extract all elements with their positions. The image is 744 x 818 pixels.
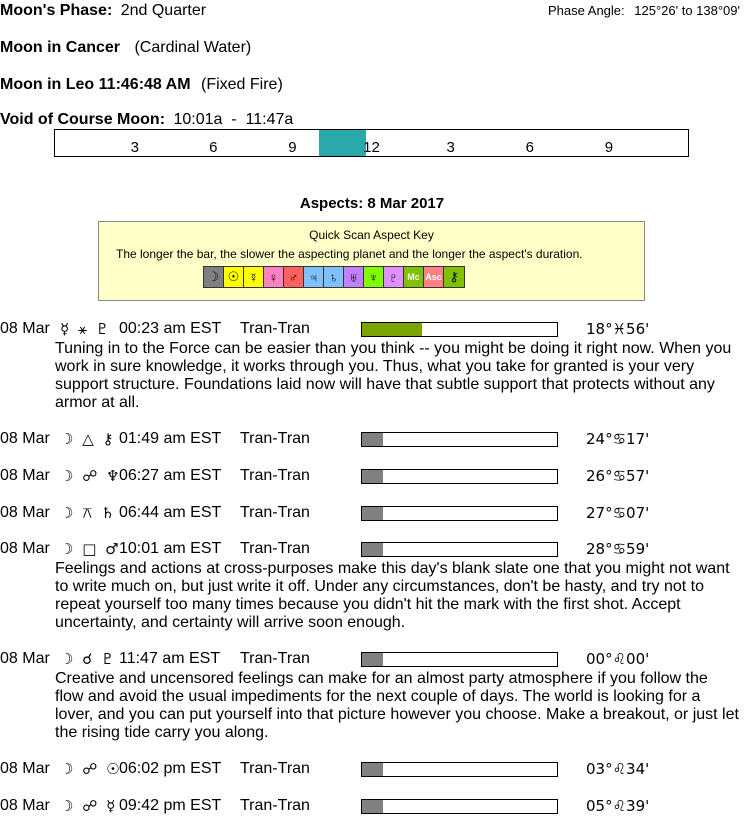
aspect-glyphs: ☽ □ ♂ xyxy=(60,540,121,558)
timeline-tick: 9 xyxy=(604,139,614,156)
jupiter-icon: ♃ xyxy=(304,267,324,287)
void-of-course-line xyxy=(0,111,293,129)
aspect-date: 08 Mar xyxy=(0,797,50,814)
moon-icon: ☽ xyxy=(204,267,224,287)
mercury-icon: ☿ xyxy=(244,267,264,287)
aspect-time: 10:01 am EST xyxy=(119,540,222,557)
aspect-glyphs: ☿ ⚹ ♇ xyxy=(60,320,112,338)
timeline-tick: 6 xyxy=(525,139,534,156)
chiron-icon: ⚷ xyxy=(444,267,464,287)
pluto-icon: ♇ xyxy=(384,267,404,287)
aspect-type: Tran-Tran xyxy=(240,467,310,484)
aspect-glyphs: ☽ ⚻ ♄ xyxy=(60,504,117,522)
aspect-row xyxy=(0,430,744,450)
sun-icon: ☉ xyxy=(224,267,244,287)
aspect-key-title: Quick Scan Aspect Key xyxy=(309,228,434,242)
aspect-row xyxy=(0,504,744,524)
aspect-type: Tran-Tran xyxy=(240,430,310,447)
aspect-duration-fill xyxy=(362,507,383,520)
timeline-tick: 9 xyxy=(288,139,297,156)
aspect-degree: 00°♌00' xyxy=(586,650,650,668)
aspect-glyphs: ☽ ☌ ♇ xyxy=(60,650,117,668)
moon-phase-line xyxy=(0,2,206,20)
aspect-time: 06:02 pm EST xyxy=(119,760,222,777)
moon-sign-detail: (Cardinal Water) xyxy=(134,39,252,56)
aspect-degree: 03°♌34' xyxy=(586,760,650,778)
aspect-degree: 26°♋57' xyxy=(586,467,650,485)
aspect-time: 11:47 am EST xyxy=(119,650,221,667)
void-of-course-label: Void of Course Moon: xyxy=(0,111,166,128)
neptune-icon: ♆ xyxy=(364,267,384,287)
aspect-glyphs: ☽ △ ⚷ xyxy=(60,430,116,448)
aspect-glyphs: ☽ ☍ ☉ xyxy=(60,760,122,778)
aspect-type: Tran-Tran xyxy=(240,760,310,777)
aspect-duration-bar xyxy=(361,652,558,667)
moon-ingress-label: Moon in Leo 11:46:48 AM xyxy=(0,76,191,93)
ascendant-icon: Asc xyxy=(424,267,444,287)
aspect-degree: 24°♋17' xyxy=(586,430,650,448)
aspect-type: Tran-Tran xyxy=(240,540,310,557)
aspect-type: Tran-Tran xyxy=(240,504,310,521)
aspect-degree: 27°♋07' xyxy=(586,504,650,522)
aspect-duration-bar xyxy=(361,469,558,484)
aspect-row xyxy=(0,760,744,780)
midheaven-icon: Mc xyxy=(404,267,424,287)
moon-phase-label: Moon's Phase: xyxy=(0,2,113,19)
aspect-duration-fill xyxy=(362,433,383,446)
moon-ingress-detail: (Fixed Fire) xyxy=(201,76,283,93)
aspect-key-box xyxy=(98,221,645,301)
aspect-description: Creative and uncensored feelings can make for an almost party atmosphere if you follow the flow and avoid the usual impediments for the next couple of days. The world is looking for a lover, and you can put yourself into that picture however you choose. Make a breakout, or just let the rising tide carry you along. xyxy=(55,670,739,741)
moon-ingress-line xyxy=(0,76,283,94)
aspect-time: 09:42 pm EST xyxy=(119,797,222,814)
aspect-duration-bar xyxy=(361,506,558,521)
aspect-duration-bar xyxy=(361,542,558,557)
timeline-tick: 12 xyxy=(363,139,380,156)
aspect-type: Tran-Tran xyxy=(240,650,310,667)
aspect-degree: 18°♓56' xyxy=(586,320,650,338)
aspect-duration-bar xyxy=(361,432,558,447)
aspect-type: Tran-Tran xyxy=(240,797,310,814)
aspect-row xyxy=(0,797,744,817)
moon-sign-label: Moon in Cancer xyxy=(0,39,121,56)
aspect-key-glyphs xyxy=(203,266,465,288)
aspect-row xyxy=(0,320,744,340)
aspect-duration-fill xyxy=(362,763,383,776)
void-of-course-timeline xyxy=(54,129,689,157)
aspects-title: Aspects: 8 Mar 2017 xyxy=(299,195,445,212)
aspect-date: 08 Mar xyxy=(0,430,50,447)
aspect-duration-fill xyxy=(362,653,383,666)
aspect-degree: 28°♋59' xyxy=(586,540,650,558)
aspect-time: 00:23 am EST xyxy=(119,320,222,337)
moon-phase-value: 2nd Quarter xyxy=(120,2,207,19)
aspect-glyphs: ☽ ☍ ♆ xyxy=(60,467,122,485)
aspect-date: 08 Mar xyxy=(0,320,50,337)
aspect-date: 08 Mar xyxy=(0,760,50,777)
aspect-row xyxy=(0,650,744,670)
void-of-course-value: 10:01a - 11:47a xyxy=(173,111,294,128)
phase-angle-value: 125°26' to 138°09' xyxy=(634,3,740,18)
aspect-duration-bar xyxy=(361,762,558,777)
aspect-duration-fill xyxy=(362,470,383,483)
aspect-duration-bar xyxy=(361,322,558,337)
phase-angle-label: Phase Angle: xyxy=(548,3,625,18)
aspect-row xyxy=(0,467,744,487)
saturn-icon: ♄ xyxy=(324,267,344,287)
aspect-key-description: The longer the bar, the slower the aspecting planet and the longer the aspect's duration. xyxy=(116,247,583,261)
aspect-date: 08 Mar xyxy=(0,504,50,521)
timeline-tick: 6 xyxy=(209,139,218,156)
aspect-description: Tuning in to the Force can be easier than you think -- you might be doing it right now. When you work in sure knowledge, it works through you. Thus, what you take for granted is your very support structure. Foundations laid now will have that subtle support that protects without any armor at all. xyxy=(55,340,732,411)
void-of-course-block xyxy=(319,130,365,156)
aspect-time: 06:44 am EST xyxy=(119,504,222,521)
timeline-tick: 3 xyxy=(446,139,455,156)
aspect-date: 08 Mar xyxy=(0,650,50,667)
aspect-date: 08 Mar xyxy=(0,540,50,557)
aspect-duration-fill xyxy=(362,543,383,556)
aspect-glyphs: ☽ ☍ ☿ xyxy=(60,797,118,815)
aspect-date: 08 Mar xyxy=(0,467,50,484)
aspect-row xyxy=(0,540,744,560)
aspect-degree: 05°♌39' xyxy=(586,797,650,815)
aspect-duration-fill xyxy=(362,800,383,813)
aspect-duration-fill xyxy=(362,323,422,336)
timeline-tick: 3 xyxy=(130,139,139,156)
venus-icon: ♀ xyxy=(264,267,284,287)
aspect-duration-bar xyxy=(361,799,558,814)
aspect-time: 01:49 am EST xyxy=(119,430,222,447)
aspect-description: Feelings and actions at cross-purposes make this day's blank slate one that you might not want to write much on, but just write it off. Under any circumstances, don't be hasty, and try not to repeat yourself too many times because you didn't hit the mark with the first shot. Accept uncertainty, and certainty will arrive soon enough. xyxy=(55,560,730,631)
phase-angle xyxy=(548,3,740,18)
uranus-icon: ♅ xyxy=(344,267,364,287)
aspect-type: Tran-Tran xyxy=(240,320,310,337)
moon-sign-line xyxy=(0,39,251,57)
mars-icon: ♂ xyxy=(284,267,304,287)
aspect-time: 06:27 am EST xyxy=(119,467,222,484)
